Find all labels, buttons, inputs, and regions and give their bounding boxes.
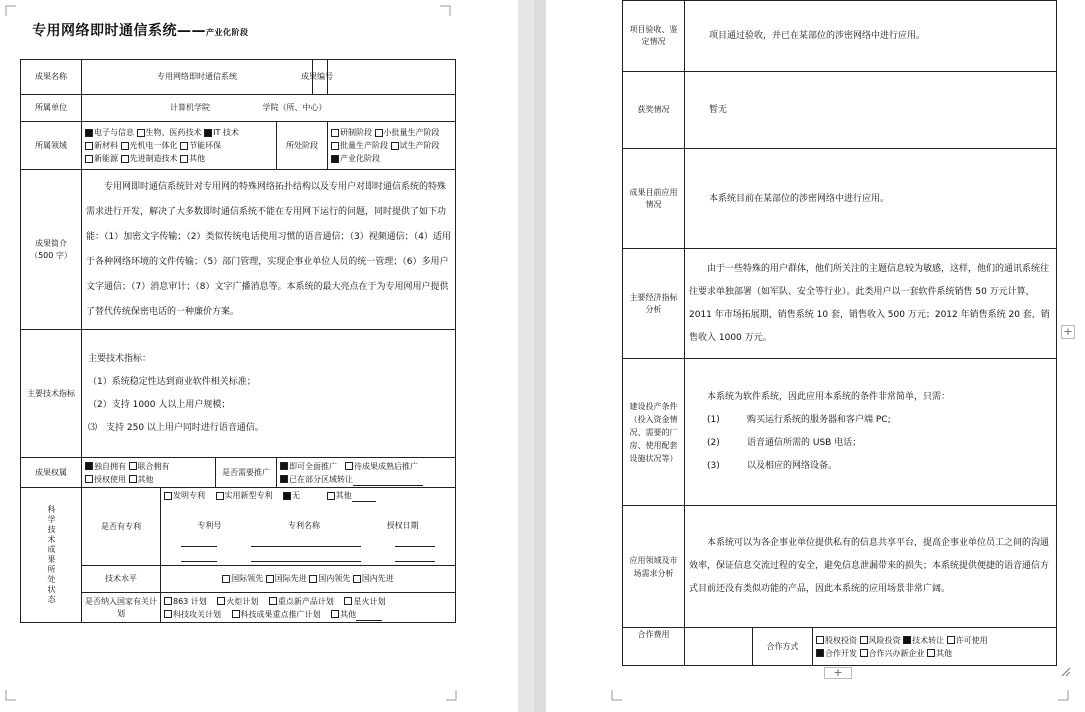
level-opt: 国内先进: [361, 574, 394, 583]
field-line-3: [85, 152, 273, 165]
checkbox-field-5[interactable]: [180, 142, 188, 150]
econ-label: 主要经济指标分析: [623, 249, 685, 359]
field-opt: 新材料: [94, 141, 118, 150]
coop-opt: 股权投资: [825, 635, 857, 645]
tech-item: （2）支持 1000 人以上用户规模；: [88, 399, 231, 410]
form-table-page2: [622, 0, 1057, 666]
plan-label: 是否纳入国家有关计划: [82, 593, 161, 623]
patent-other-blank[interactable]: [352, 493, 376, 502]
intro-note: （500 字）: [30, 250, 72, 260]
promote-opt: 待成果成熟后推广: [354, 461, 418, 471]
field-opt: 其他: [189, 154, 206, 163]
unit-cell[interactable]: [82, 95, 456, 122]
cond-head: 本系统为软件系统，因此应用本系统的条件非常简单，只需：: [707, 392, 951, 402]
cond-cell[interactable]: [685, 359, 1057, 506]
level-opt: 国内领先: [318, 574, 351, 583]
checkbox-patent-3[interactable]: [327, 492, 335, 500]
checkbox-promote-2[interactable]: [280, 475, 288, 483]
title-text: 专用网络即时通信系统——: [32, 23, 206, 39]
patent-opt: 发明专利: [173, 491, 205, 500]
owner-opt: 联合拥有: [137, 461, 170, 471]
checkbox-patent-0[interactable]: [164, 492, 172, 500]
title-stage: 产业化阶段: [206, 28, 249, 37]
checkbox-coop-0[interactable]: [816, 636, 824, 644]
crop-mark-icon: [1058, 690, 1074, 706]
checkbox-patent-2[interactable]: [283, 492, 291, 500]
checkbox-coop-5[interactable]: [860, 649, 868, 657]
level-label: 技术水平: [82, 566, 161, 593]
crop-mark-icon: [0, 0, 16, 16]
plan-opt: 其他: [340, 609, 357, 619]
checkbox-stage-1[interactable]: [375, 129, 383, 137]
checkbox-promote-0[interactable]: [280, 462, 288, 470]
add-row-icon[interactable]: +: [824, 667, 852, 679]
field-opt: 光机电一体化: [129, 141, 178, 150]
checkbox-level-3[interactable]: [353, 575, 361, 583]
checkbox-plan-5[interactable]: [232, 610, 240, 618]
field-opt: 生物、医药技术: [145, 128, 202, 137]
checkbox-owner-1[interactable]: [129, 462, 137, 470]
unit-suffix: 学院（所、中心）: [262, 103, 327, 112]
owner-opt: 授权使用: [94, 474, 126, 484]
tech-head: 主要技术指标：: [88, 353, 152, 364]
accept-label: 项目验收、鉴定情况: [623, 1, 685, 72]
patent-blank-lines-2: [164, 553, 452, 562]
patent-opt: 无: [292, 491, 301, 500]
patent-name-blank[interactable]: [251, 553, 361, 562]
owner-label: 成果权属: [21, 458, 82, 488]
owner-opt: 独自拥有: [94, 461, 126, 471]
stage-opt: 小批量生产阶段: [383, 128, 440, 137]
checkbox-field-2[interactable]: [204, 129, 212, 137]
patent-name-blank[interactable]: [251, 538, 361, 547]
checkbox-owner-0[interactable]: [85, 462, 93, 470]
checkbox-field-7[interactable]: [121, 155, 129, 163]
promote-label: 是否需要推广: [216, 458, 277, 488]
plan-opt: 科技成果重点推广计划: [240, 609, 321, 619]
patent-col-name: 专利名称: [287, 521, 320, 530]
market-label: 应用领域及市场需求分析: [623, 506, 685, 628]
econ-text[interactable]: 由于一些特殊的用户群体，他们所关注的主题信息较为敏感，这样，他们的通讯系统往往要求单独部署（如军队、安全等行业）。此类用户以一套软件系统销售 50 万元计算，2011 年市场拓展期，销售系统 10 套，销售收入 500 万元；2012 年销售系统 20 套，销售收入 1000 万元。: [685, 249, 1057, 359]
owner-opt: 其他: [137, 474, 154, 484]
document-page-2: [546, 0, 1085, 712]
patent-cell: [161, 488, 456, 566]
checkbox-field-1[interactable]: [137, 129, 145, 137]
level-opt: 国际领先: [231, 574, 264, 583]
checkbox-coop-1[interactable]: [860, 636, 868, 644]
fee-label: 合作费用: [623, 628, 685, 666]
checkbox-stage-0[interactable]: [331, 129, 339, 137]
checkbox-plan-3[interactable]: [344, 597, 352, 605]
checkbox-stage-2[interactable]: [331, 142, 339, 150]
checkbox-plan-1[interactable]: [217, 597, 225, 605]
plan-opt: 火炬计划: [226, 596, 259, 606]
crop-mark-icon: [446, 690, 462, 706]
checkbox-level-0[interactable]: [222, 575, 230, 583]
apply-label: 成果目前应用情况: [623, 149, 685, 249]
checkbox-patent-1[interactable]: [216, 492, 224, 500]
patent-opt: 实用新型专利: [224, 491, 273, 500]
patent-opt: 其他: [335, 491, 352, 500]
tech-item: ⑶ 支持 250 以上用户同时进行语音通信。: [88, 422, 264, 433]
checkbox-coop-3[interactable]: [947, 636, 955, 644]
patent-number-blank[interactable]: [181, 538, 217, 547]
checkbox-stage-3[interactable]: [391, 142, 399, 150]
coop-opt: 其他: [936, 648, 953, 658]
name-label: 成果名称: [21, 60, 82, 95]
field-options: [82, 122, 277, 170]
patent-label: 是否有专利: [82, 488, 161, 566]
coop-opt: 合作兴办新企业: [868, 648, 925, 658]
coop-opt: 合作开发: [825, 648, 857, 658]
crop-mark-icon: [0, 690, 16, 706]
checkbox-promote-1[interactable]: [345, 462, 353, 470]
field-opt: 节能环保: [189, 141, 222, 150]
document-title: [32, 20, 249, 40]
coop-opt: 技术转让: [912, 635, 945, 645]
field-line-1: [85, 126, 273, 139]
promote-blank[interactable]: [353, 477, 423, 486]
checkbox-level-2[interactable]: [309, 575, 317, 583]
cond-item-3: (3) 以及相应的网络设备。: [707, 461, 838, 471]
promote-options: [277, 458, 456, 488]
stage-opt: 产业化阶段: [340, 154, 380, 163]
stage-opt: 试生产阶段: [399, 141, 440, 150]
tech-item: （1）系统稳定性达到商业软件相关标准；: [88, 376, 256, 387]
add-column-icon[interactable]: +: [1061, 325, 1075, 339]
checkbox-stage-4[interactable]: [331, 155, 339, 163]
checkbox-plan-0[interactable]: [164, 597, 172, 605]
patent-date-blank[interactable]: [395, 538, 435, 547]
field-opt: 新能源: [94, 154, 118, 163]
promote-opt: 即可全面推广: [289, 461, 337, 471]
checkbox-coop-6[interactable]: [927, 649, 935, 657]
intro-text[interactable]: 专用网即时通信系统针对专用网的特殊网络拓扑结构以及专用户对即时通信系统的特殊需求进行开发，解决了大多数即时通信系统不能在专用网下运行的问题，同时提供了如下功能：（1）加密文字传输；（2）类似传统电话使用习惯的语音通信；（3）视频通信；（4）适用于各种网络环境的文件传输；（5）部门管理，实现企事业单位人员的统一管理；（6）多用户文字通信；（7）消息审计；（8）文字广播消息等。本系统的最大亮点在于为专用网用户提供了替代传统保密电话的一种廉价方案。: [82, 170, 456, 330]
crop-mark-icon: [440, 0, 456, 16]
checkbox-coop-4[interactable]: [816, 649, 824, 657]
status-label: 科学技术成果所处状态: [47, 505, 56, 605]
stage-opt: 研制阶段: [340, 128, 372, 137]
patent-number-blank[interactable]: [181, 553, 217, 562]
stage-opt: 批量生产阶段: [340, 141, 388, 150]
page-gap-shade: [534, 0, 546, 712]
field-line-2: [85, 139, 273, 152]
plan-other-blank[interactable]: [356, 612, 382, 621]
checkbox-coop-2[interactable]: [903, 636, 911, 644]
checkbox-field-0[interactable]: [85, 129, 93, 137]
checkbox-field-3[interactable]: [85, 142, 93, 150]
patent-blank-lines: [164, 538, 452, 547]
coop-opt: 许可使用: [955, 635, 988, 645]
unit-value: 计算机学院: [170, 103, 210, 112]
cond-label: 建设投产条件（投入资金情况、需要的厂房、使用配套设施状况等）: [623, 359, 685, 506]
coop-opt: 风险投资: [868, 635, 901, 645]
cond-item-1: (1) 购买运行系统的服务器和客户端 PC;: [707, 415, 891, 425]
plan-opt: 重点新产品计划: [277, 596, 334, 606]
patent-col-number: 专利号: [197, 521, 222, 530]
field-opt: 电子与信息: [94, 128, 134, 137]
checkbox-plan-4[interactable]: [164, 610, 172, 618]
checkbox-field-4[interactable]: [121, 142, 129, 150]
tech-label: 主要技术指标: [21, 330, 82, 458]
plan-opt: 科技攻关计划: [173, 609, 221, 619]
coop-options: [813, 628, 1057, 666]
checkbox-field-8[interactable]: [180, 155, 188, 163]
fee-value[interactable]: [685, 628, 753, 666]
number-label-text: 成果编号: [301, 72, 333, 81]
document-page-1: [0, 0, 518, 712]
name-value[interactable]: 专用网络即时通信系统: [82, 60, 313, 95]
checkbox-owner-3[interactable]: [129, 475, 137, 483]
promote-opt: 已在部分区域转让: [289, 474, 353, 484]
award-label: 获奖情况: [623, 72, 685, 149]
field-label: 所属领域: [21, 122, 82, 170]
accept-text[interactable]: 项目通过验收，并已在某部位的涉密网络中进行应用。: [685, 1, 1057, 72]
patent-columns: [164, 520, 452, 532]
level-opt: 国际先进: [274, 574, 307, 583]
stage-label: 所处阶段: [277, 122, 328, 170]
number-cell[interactable]: [301, 60, 456, 95]
checkbox-level-1[interactable]: [266, 575, 274, 583]
plan-opt: 星火计划: [353, 596, 386, 606]
tech-cell[interactable]: [82, 330, 456, 458]
coop-label: 合作方式: [753, 628, 813, 666]
apply-text[interactable]: 本系统目前在某部位的涉密网络中进行应用。: [685, 149, 1057, 249]
award-text[interactable]: 暂无: [685, 72, 1057, 149]
patent-date-blank[interactable]: [395, 553, 435, 562]
page-gap: [518, 0, 534, 712]
checkbox-plan-2[interactable]: [269, 597, 277, 605]
status-label-cell: [21, 488, 82, 623]
checkbox-plan-6[interactable]: [331, 610, 339, 618]
plan-opt: 863 计划: [173, 596, 207, 606]
field-opt: IT 技术: [213, 128, 239, 137]
level-options: [161, 566, 456, 593]
checkbox-owner-2[interactable]: [85, 475, 93, 483]
owner-options: [82, 458, 216, 488]
intro-label: 成果简介: [35, 238, 67, 248]
resize-handle-icon[interactable]: [1060, 666, 1072, 678]
field-opt: 先进制造技术: [129, 154, 178, 163]
crop-mark-icon: [606, 690, 622, 706]
stage-options: [328, 122, 456, 170]
form-table-page1: [20, 59, 456, 623]
checkbox-field-6[interactable]: [85, 155, 93, 163]
plan-options: [161, 593, 456, 623]
patent-col-date: 授权日期: [386, 521, 419, 530]
cond-item-2: (2) 语音通信所需的 USB 电话；: [707, 438, 862, 448]
unit-label: 所属单位: [21, 95, 82, 122]
market-text[interactable]: 本系统可以为各企事业单位提供私有的信息共享平台，提高企事业单位员工之间的沟通效率，保证信息交流过程的安全，避免信息泄漏带来的损失；本系统提供便捷的语音通信方式目前还没有类似功能的产品，因此本系统的应用场景非常广阔。: [685, 506, 1057, 628]
intro-label-cell: [21, 170, 82, 330]
